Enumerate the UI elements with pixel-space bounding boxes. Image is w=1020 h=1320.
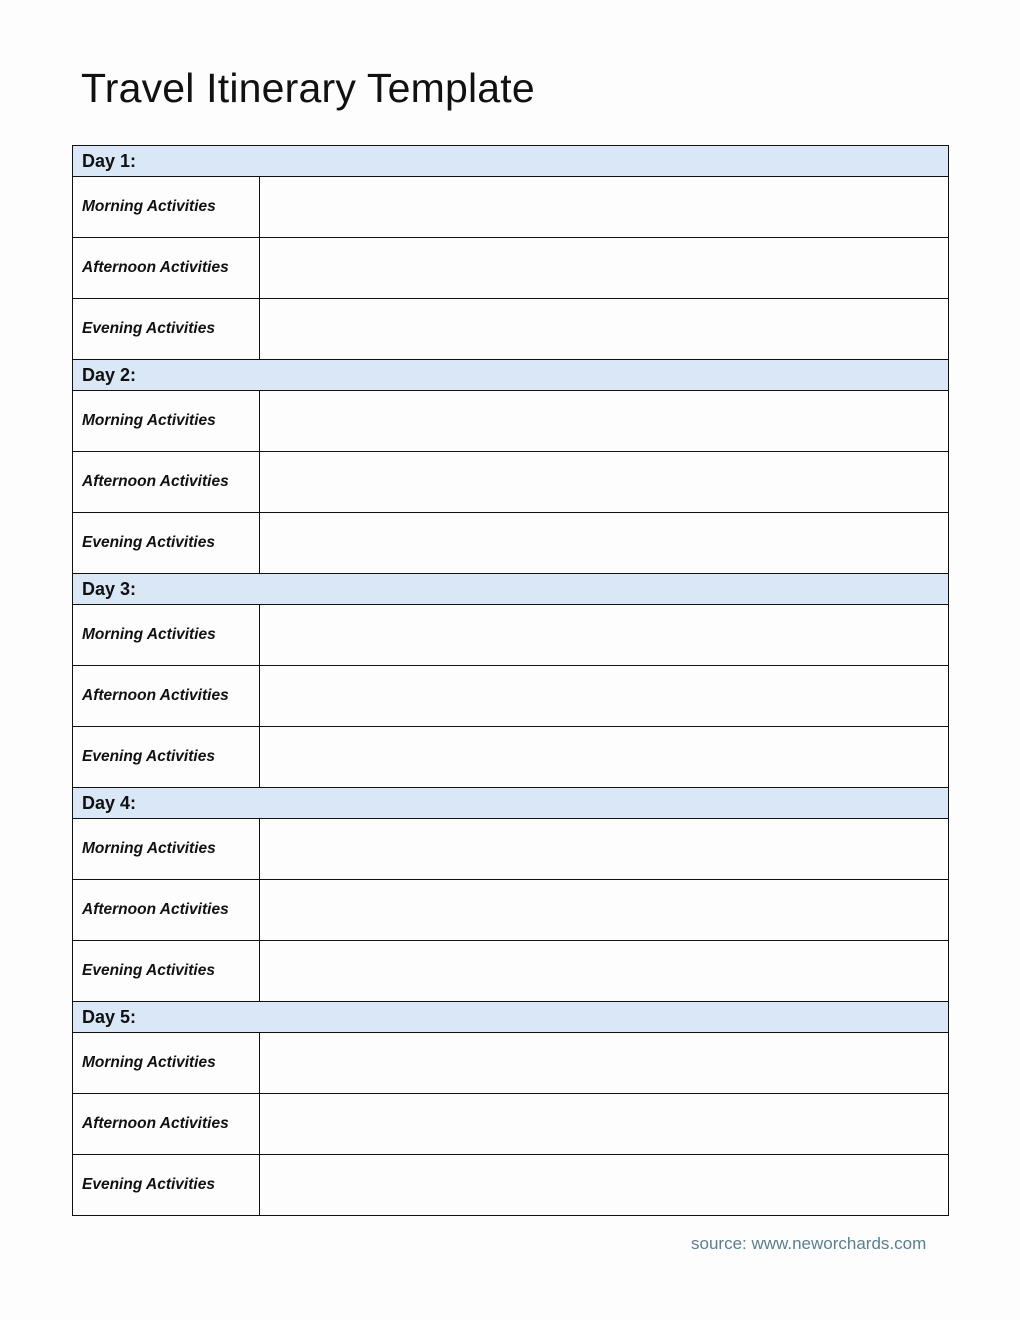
activity-row-evening (73, 513, 949, 574)
page-title: Travel Itinerary Template (81, 65, 535, 111)
activity-entry-field[interactable] (260, 666, 949, 727)
day-header-row (73, 360, 949, 391)
day-header-row (73, 574, 949, 605)
activity-row-afternoon (73, 1094, 949, 1155)
activity-row-morning (73, 1033, 949, 1094)
activity-entry-field[interactable] (260, 513, 949, 574)
day-header-row (73, 146, 949, 177)
day-label: Day 5: (73, 1002, 949, 1033)
activity-entry-field[interactable] (260, 941, 949, 1002)
activity-label: Morning Activities (73, 1033, 260, 1094)
day-header-row (73, 788, 949, 819)
activity-label: Afternoon Activities (73, 238, 260, 299)
activity-entry-field[interactable] (260, 299, 949, 360)
activity-row-afternoon (73, 880, 949, 941)
activity-entry-field[interactable] (260, 1094, 949, 1155)
activity-entry-field[interactable] (260, 238, 949, 299)
activity-entry-field[interactable] (260, 1033, 949, 1094)
activity-label: Afternoon Activities (73, 1094, 260, 1155)
source-credit: source: www.neworchards.com (691, 1234, 927, 1253)
activity-label: Morning Activities (73, 391, 260, 452)
activity-label: Morning Activities (73, 819, 260, 880)
day-header-row (73, 1002, 949, 1033)
itinerary-table (72, 145, 949, 1216)
activity-label: Evening Activities (73, 727, 260, 788)
activity-row-evening (73, 727, 949, 788)
activity-entry-field[interactable] (260, 605, 949, 666)
activity-entry-field[interactable] (260, 452, 949, 513)
activity-label: Afternoon Activities (73, 666, 260, 727)
activity-row-evening (73, 299, 949, 360)
day-label: Day 4: (73, 788, 949, 819)
activity-label: Evening Activities (73, 513, 260, 574)
day-label: Day 1: (73, 146, 949, 177)
activity-entry-field[interactable] (260, 1155, 949, 1216)
activity-entry-field[interactable] (260, 819, 949, 880)
activity-label: Afternoon Activities (73, 452, 260, 513)
activity-row-morning (73, 177, 949, 238)
activity-entry-field[interactable] (260, 177, 949, 238)
activity-label: Evening Activities (73, 941, 260, 1002)
activity-entry-field[interactable] (260, 880, 949, 941)
activity-entry-field[interactable] (260, 391, 949, 452)
activity-label: Afternoon Activities (73, 880, 260, 941)
activity-label: Morning Activities (73, 177, 260, 238)
activity-row-morning (73, 605, 949, 666)
activity-row-morning (73, 819, 949, 880)
activity-row-afternoon (73, 666, 949, 727)
activity-entry-field[interactable] (260, 727, 949, 788)
activity-row-evening (73, 941, 949, 1002)
activity-row-afternoon (73, 238, 949, 299)
activity-label: Morning Activities (73, 605, 260, 666)
activity-label: Evening Activities (73, 1155, 260, 1216)
day-label: Day 2: (73, 360, 949, 391)
activity-row-afternoon (73, 452, 949, 513)
activity-label: Evening Activities (73, 299, 260, 360)
day-label: Day 3: (73, 574, 949, 605)
activity-row-evening (73, 1155, 949, 1216)
activity-row-morning (73, 391, 949, 452)
